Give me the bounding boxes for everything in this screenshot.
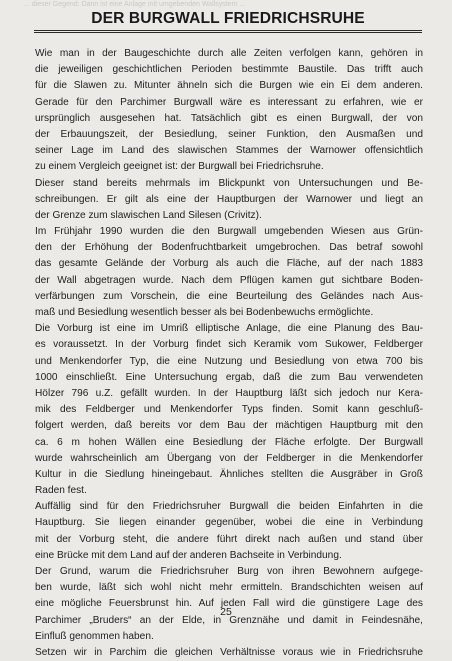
page-title: DER BURGWALL FRIEDRICHSRUHE [91,10,365,27]
text-line: Einfluß genommen haben. [35,630,154,642]
text-line: Wie man in der Baugeschichte durch alle Zeiten verfolgen kann, gehören in [35,48,423,59]
bleed-through-text: ... dieser Gegend: Dann ist eine Anlage mit umgebenden Wallsystem ... [24,1,246,8]
text-line: Hauptburg. Sie liegen einander gegenüber, wobei die eine in Verbindung [35,517,423,529]
title-rule-top [34,30,422,31]
text-line: verfärbungen zum Vorschein, die eine Beurteilung des Geländes nach Aus- [35,290,423,302]
text-line: eine mögliche Feuersbrunst hin. Auf jeden Fall wird die günstigere Lage des [35,598,423,610]
text-line: Raden fest. [35,485,87,497]
text-line: das gesamte Gelände der Vorburg als auch die Fläche, auf der nach 1883 [35,258,423,270]
body-text [35,46,423,661]
text-line: der Grenze zum slawischen Land Silesen (Crivitz). [35,209,262,221]
text-line: Gerade für den Parchimer Burgwall wäre es interessant zu erfahren, wie er [35,96,423,108]
text-line: mik des Feldberger und Menkendorfer Typs finden. Somit kann geschluß- [35,404,423,416]
text-line: eine Brücke mit dem Land auf der anderen Bachseite in Verbindung. [35,549,342,561]
text-line: mit der Vorburg steht, die andere führt direkt nach außen und stand über [35,533,423,545]
text-line: Hölzer 796 u.Z. gefällt wurden. In der Hauptburg läßt sich jedoch nur Kera- [35,387,423,399]
text-line: Im Frühjahr 1990 wurden die den Burgwall umgebenden Wiesen aus Grün- [35,226,423,238]
text-line: es voraussetzt. In der Vorburg findet sich Keramik vom Sukower, Feldberger [35,339,423,351]
text-line: der Erbauungszeit, der Besiedlung, seiner Funktion, den Ausmaßen und [35,128,423,140]
text-line: für die Slawen zu. Mitunter ähneln sich die Burgen wie ein Ei dem anderen. [35,80,423,92]
text-line: der Wall abgetragen wurde. Nach dem Pflügen kamen gut sichtbare Boden- [35,274,423,286]
text-line: Der Grund, warum die Friedrichsruher Burg von ihren Bewohnern aufgege- [35,566,423,577]
text-line: ca. 6 m hohen Wällen eine Besiedlung der Fläche erfolgte. Der Burgwall [35,436,423,448]
text-line: die jeweiligen geschichtlichen Perioden bestimmte Baustile. Das trifft auch [35,64,423,76]
text-line: Setzen wir in Parchim die gleichen Verhältnisse voraus wie in Friedrichsruhe [35,646,423,658]
text-line: schreibungen. Er gilt als eine der Hauptburgen der Warnower und liegt an [35,193,423,205]
text-line: Auffällig sind für den Friedrichsruher Burgwall die beiden Einfahrten in die [35,501,423,513]
text-line: Die Vorburg ist eine im Umriß elliptische Anlage, die eine Planung des Bau- [35,323,423,335]
text-line: den der Erhöhung der Bodenfruchtbarkeit umgebrochen. Das betraf sowohl [35,242,423,254]
text-line: maß und Besiedlung wesentlich besser als bei Bodenbewuchs ermöglichte. [35,307,374,318]
text-line: 1000 einschließt. Eine Untersuchung ergab, daß die zum Bau verwendeten [35,371,423,383]
text-line: folgert werden, daß bereits vor dem Bau der mächtigen Hauptburg mit den [35,420,423,432]
text-line: ben wurde, läßt sich wohl nicht mehr ermitteln. Brandschichten weisen auf [35,582,423,594]
text-line: zu einem Vergleich geeignet ist: der Burgwall bei Friedrichsruhe. [35,161,324,173]
page-number: 25 [220,606,232,618]
text-line: ursprünglich ausgesehen hat. Tatsächlich gibt es einen Burgwall, der von [35,112,423,124]
text-line: und Menkendorfer Typ, die eine Nutzung und Besiedlung von etwa 700 bis [35,355,423,367]
text-line: seiner Lage im Land des slawischen Stammes der Warnower offensichtlich [35,145,423,157]
text-line: Parchimer „Bruders“ an der Elde, in Grenznähe und damit in Feindesnähe, [35,614,423,626]
title-rule-bottom [34,32,422,33]
text-line: Kultur in die Siedlung hineingebaut. Ähnliches stellten die Ausgräber in Groß [35,468,423,480]
text-line: Dieser stand bereits mehrmals im Blickpunkt von Untersuchungen und Be- [35,177,423,189]
text-line: wurde wahrscheinlich am Übergang von der Feldberger in die Menkendorfer [35,452,423,464]
